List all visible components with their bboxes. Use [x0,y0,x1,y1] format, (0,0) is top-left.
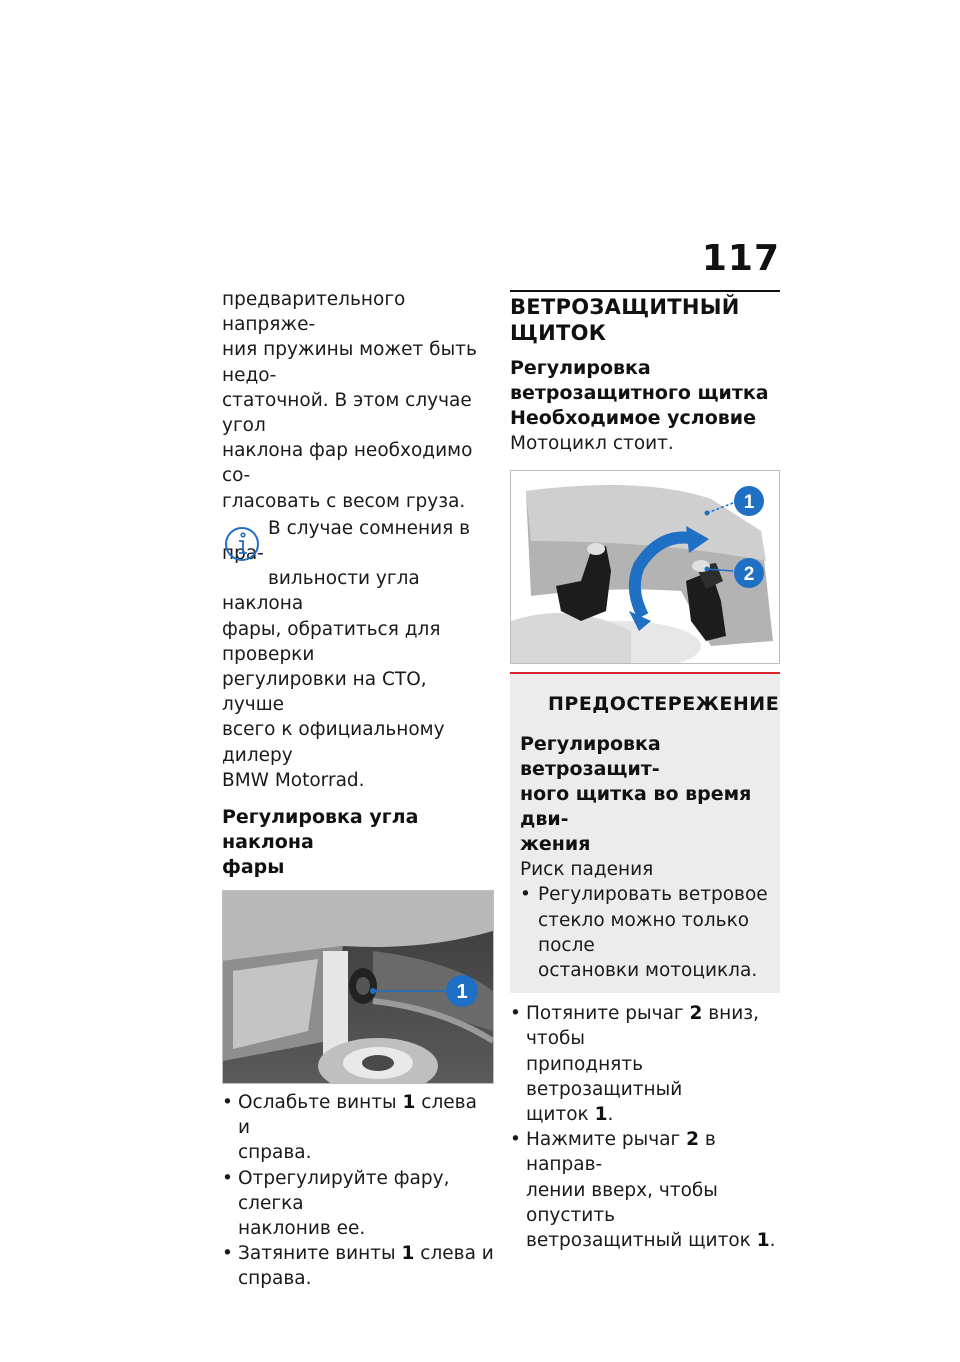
list-item: • Регулировать ветровое стекло можно только после остановки мотоцикла. [520,882,770,983]
section-title: ВЕТРОЗАЩИТНЫЙ ЩИТОК [510,290,780,346]
warning-risk: Риск падения [520,859,654,881]
list-item: • Потяните рычаг 2 вниз, чтобы приподнять ветрозащитный щиток 1. [510,1001,780,1127]
windshield-illustration [511,471,779,663]
headlight-figure [222,890,494,1084]
windshield-figure [510,470,780,664]
windshield-steps [510,1001,780,1253]
list-item: • Затяните винты 1 слева и справа. [222,1241,494,1291]
warning-box [510,672,780,993]
callout-1-label: 1 [743,492,755,514]
headlight-illustration [223,891,493,1083]
right-column [510,290,780,1253]
info-icon [222,520,262,564]
list-item: • Отрегулируйте фару, слегка наклонив ее. [222,1166,494,1242]
condition-heading: Необходимое условие [510,407,756,429]
info-note-text: В случае сомнения в пра- вильности угла наклона фары, обратиться для проверки регулировки на СТО, лучше всего к официальному дилеру BMW Motorrad. [222,517,471,791]
intro-paragraph: предварительного напряже- ния пружины может быть недо- статочной. В этом случае угол наклона фар необходимо со- гласовать с весом груза. [222,289,477,512]
windshield-heading: Регулировка ветрозащитного щитка Необходимое условие [510,357,769,429]
list-item: • Ослабьте винты 1 слева и справа. [222,1090,494,1166]
page-number: 117 [701,238,780,279]
info-note [222,516,494,793]
callout-2-label: 2 [743,564,755,586]
warning-header [520,688,780,720]
warning-heading: Регулировка ветрозащит- ного щитка во время дви- жения [520,733,752,856]
condition-text: Мотоцикл стоит. [510,433,674,454]
headlight-steps [222,1090,494,1292]
warning-title: ПРЕДОСТЕРЕЖЕНИЕ [548,693,780,716]
callout-1-label: 1 [456,981,468,1004]
left-column [222,287,494,1292]
headlight-heading: Регулировка угла наклона фары [222,806,419,879]
list-item: • Нажмите рычаг 2 в направ- лении вверх, чтобы опустить ветрозащитный щиток 1. [510,1127,780,1253]
warning-bullets [520,882,770,983]
